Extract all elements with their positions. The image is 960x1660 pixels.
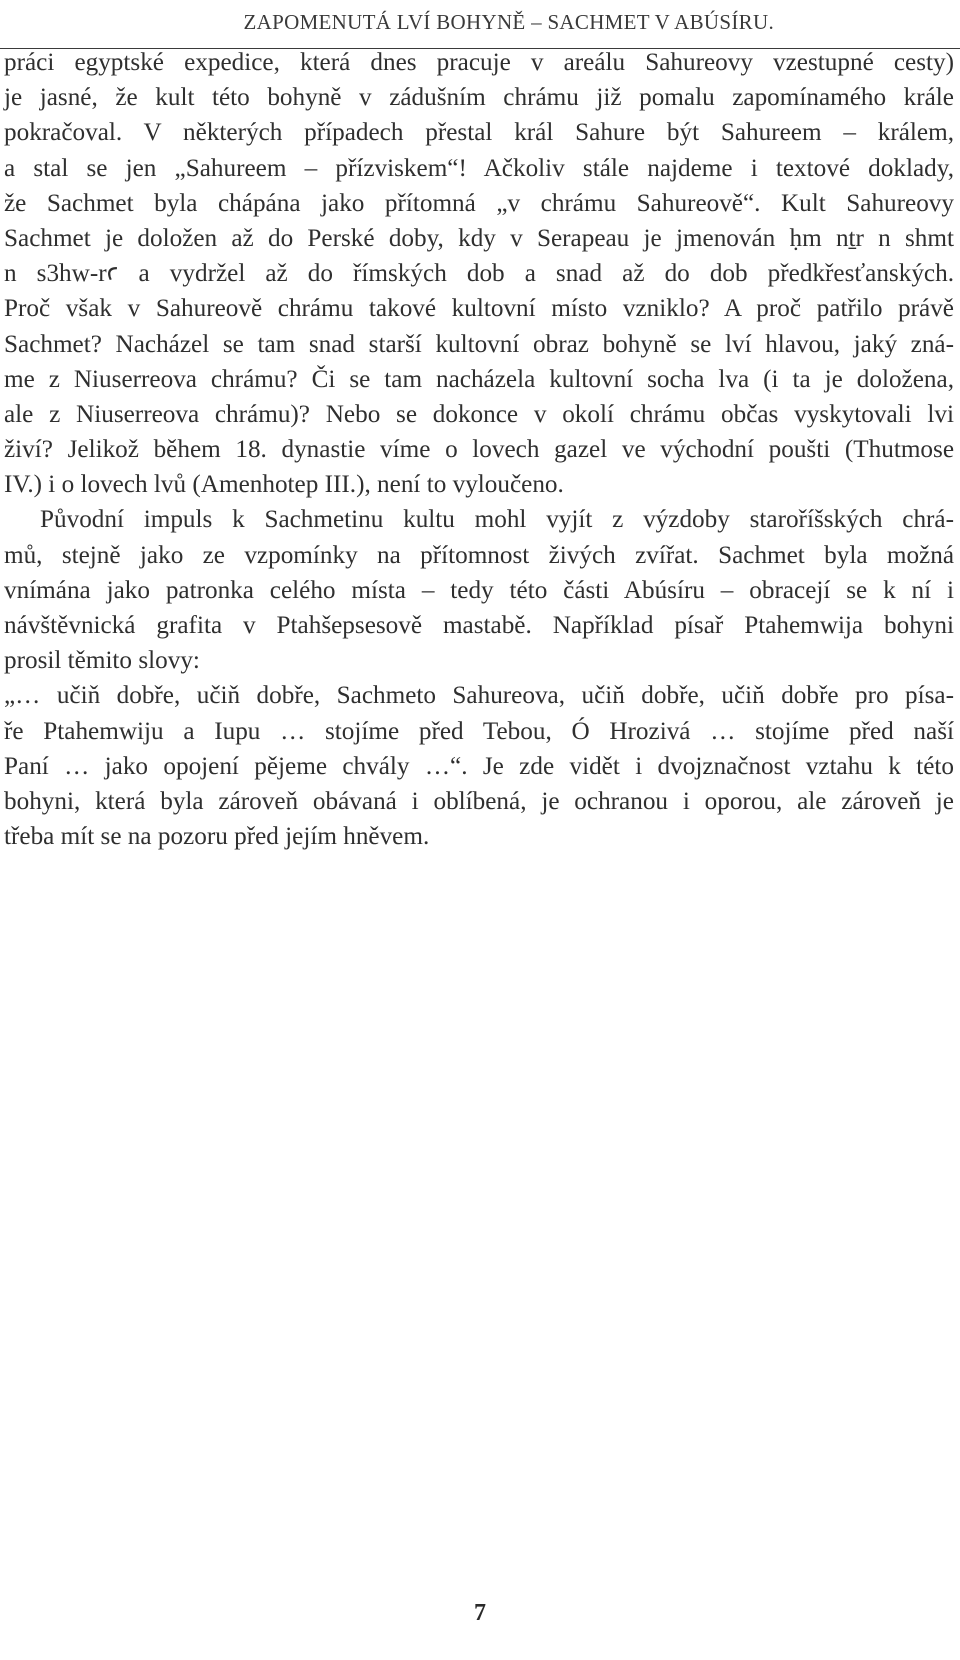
text-line: ře Ptahemwiju a Iupu … stojíme před Tebou, Ó Hrozivá … stojíme před naší [4, 717, 954, 745]
text-line: návštěvnická grafita v Ptahšepsesově mastabě. Například písař Ptahemwija bohyni [4, 612, 954, 639]
text-line: a stal se jen „Sahureem – přízviskem“! Ačkoliv stále najdeme i textové doklady, [4, 154, 954, 182]
text-line: je jasné, že kult této bohyně v zádušním chrámu již pomalu zapomínamého krále [4, 84, 954, 112]
page-number: 7 [474, 1600, 486, 1626]
text-line: mů, stejně jako ze vzpomínky na přítomnost živých zvířat. Sachmet byla možná [4, 541, 954, 569]
page-body [4, 45, 954, 854]
text-line: n s3hw-rꜥ a vydržel až do římských dob a snad až do dob předkřesťanských. [4, 260, 954, 288]
text-line: Proč však v Sahureově chrámu takové kultovní místo vzniklo? A proč patřilo právě [4, 295, 954, 323]
text-line: třeba mít se na pozoru před jejím hněvem. [4, 823, 430, 851]
text-line: me z Niuserreova chrámu? Či se tam nacházela kultovní socha lva (i ta je doložena, [4, 365, 954, 393]
text-line: pokračoval. V některých případech přestal král Sahure být Sahureem – králem, [4, 119, 954, 147]
text-line: vnímána jako patronka celého místa – tedy této části Abúsíru – obracejí se k ní i [4, 576, 954, 604]
text-line: „… učiň dobře, učiň dobře, Sachmeto Sahureova, učiň dobře, učiň dobře pro písa- [4, 682, 954, 710]
text-line: živí? Jelikož během 18. dynastie víme o lovech gazel ve východní poušti (Thutmose [4, 436, 954, 464]
text-line: ale z Niuserreova chrámu)? Nebo se dokonce v okolí chrámu občas vyskytovali lvi [4, 400, 954, 428]
text-line: Původní impuls k Sachmetinu kultu mohl vyjít z výzdoby staroříšských chrá- [40, 506, 954, 534]
text-line: že Sachmet byla chápána jako přítomná „v chrámu Sahureově“. Kult Sahureovy [4, 189, 954, 217]
quotation-paragraph [4, 678, 954, 854]
text-line: Sachmet je doložen až do Perské doby, kdy v Serapeau je jmenován ḥm nṯr n shmt [4, 224, 954, 252]
text-line: Paní … jako opojení pějeme chvály …“. Je zde vidět i dvojznačnost vztahu k této [4, 752, 954, 780]
text-line: práci egyptské expedice, která dnes pracuje v areálu Sahureovy vzestupné cesty) [4, 49, 954, 76]
text-line: Sachmet? Nacházel se tam snad starší kultovní obraz bohyně se lví hlavou, jaký zná- [4, 330, 954, 358]
running-header [0, 8, 960, 49]
text-line: bohyni, která byla zároveň obávaná i oblíbená, je ochranou i oporou, ale zároveň je [4, 787, 954, 815]
text-line: prosil těmito slovy: [4, 647, 200, 675]
paragraph-2 [4, 502, 954, 678]
text-line: IV.) i o lovech lvů (Amenhotep III.), není to vyloučeno. [4, 471, 564, 499]
paragraph-1 [4, 45, 954, 502]
running-header-title: ZAPOMENUTÁ LVÍ BOHYNĚ – SACHMET V ABÚSÍRU. [243, 10, 774, 34]
